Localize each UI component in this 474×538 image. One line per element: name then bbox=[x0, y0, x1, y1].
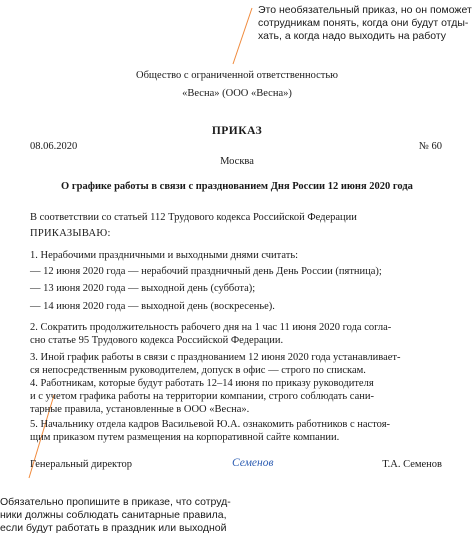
item-3-line-1: 3. Иной график работы в связи с празднованием 12 июня 2020 года устанавливает- bbox=[30, 352, 401, 363]
organization-block bbox=[70, 69, 404, 100]
day-entry-14: — 14 июня 2020 года — выходной день (воскресенье). bbox=[30, 301, 275, 312]
item-4-line-2: и с учетом графика работы на территории компании, строго соблюдать сани- bbox=[30, 391, 374, 402]
item-5-line-1: 5. Начальнику отдела кадров Васильевой Ю.А. ознакомить работников с настоя- bbox=[30, 419, 391, 430]
top-annotation-line-2: сотрудникам понять, когда они будут отды- bbox=[258, 17, 469, 29]
top-callout-connector bbox=[233, 8, 252, 64]
document-number: № 60 bbox=[418, 141, 442, 152]
document-title: ПРИКАЗ bbox=[211, 125, 263, 137]
top-annotation bbox=[258, 4, 472, 43]
item-4-line-1: 4. Работникам, которые будут работать 12–14 июня по приказу руководителя bbox=[30, 378, 374, 389]
item-1: 1. Нерабочими праздничными и выходными днями считать: bbox=[30, 250, 299, 261]
document-city: Москва bbox=[220, 156, 254, 167]
top-annotation-line-3: хать, а когда надо выходить на работу bbox=[258, 30, 447, 42]
item-2-line-1: 2. Сократить продолжительность рабочего дня на 1 час 11 июня 2020 года согла- bbox=[30, 322, 392, 333]
item-3 bbox=[30, 351, 401, 377]
organization-name-line2: «Весна» (ООО «Весна») bbox=[182, 88, 292, 99]
document-subject: О графике работы в связи с празднованием Дня России 12 июня 2020 года bbox=[61, 181, 413, 192]
item-5-line-2: щим приказом путем размещения на корпоративной сайте компании. bbox=[30, 432, 340, 443]
intro-text: В соответствии со статьей 112 Трудового кодекса Российской Федерации bbox=[30, 212, 357, 223]
day-entry-13: — 13 июня 2020 года — выходной день (суббота); bbox=[30, 283, 256, 294]
item-3-line-2: ся непосредственным руководителем, допуск в офис — строго по спискам. bbox=[30, 365, 366, 376]
item-4 bbox=[30, 377, 374, 416]
handwritten-signature: Семенов bbox=[232, 457, 274, 469]
bottom-annotation bbox=[0, 496, 240, 535]
item-2 bbox=[30, 321, 391, 347]
top-annotation-line-1: Это необязательный приказ, но он поможет bbox=[258, 4, 472, 16]
order-word: ПРИКАЗЫВАЮ: bbox=[30, 228, 111, 239]
bottom-annotation-line-1: Обязательно пропишите в приказе, что сотруд- bbox=[0, 496, 231, 508]
item-4-line-3: тарные правила, установленные в ООО «Весна». bbox=[30, 404, 250, 415]
bottom-annotation-line-2: ники должны соблюдать санитарные правила, bbox=[0, 509, 227, 521]
item-5 bbox=[30, 418, 390, 444]
item-2-line-2: сно статье 95 Трудового кодекса Российской Федерации. bbox=[30, 335, 284, 346]
signatory-name: Т.А. Семенов bbox=[382, 459, 442, 470]
document-date: 08.06.2020 bbox=[30, 141, 78, 152]
bottom-annotation-line-3: если будут работать в праздник или выходной bbox=[0, 522, 227, 534]
signature-position: Генеральный директор bbox=[30, 459, 132, 470]
organization-name-line1: Общество с ограниченной ответственностью bbox=[135, 70, 339, 81]
day-entry-12: — 12 июня 2020 года — нерабочий праздничный день День России (пятница); bbox=[30, 266, 382, 277]
